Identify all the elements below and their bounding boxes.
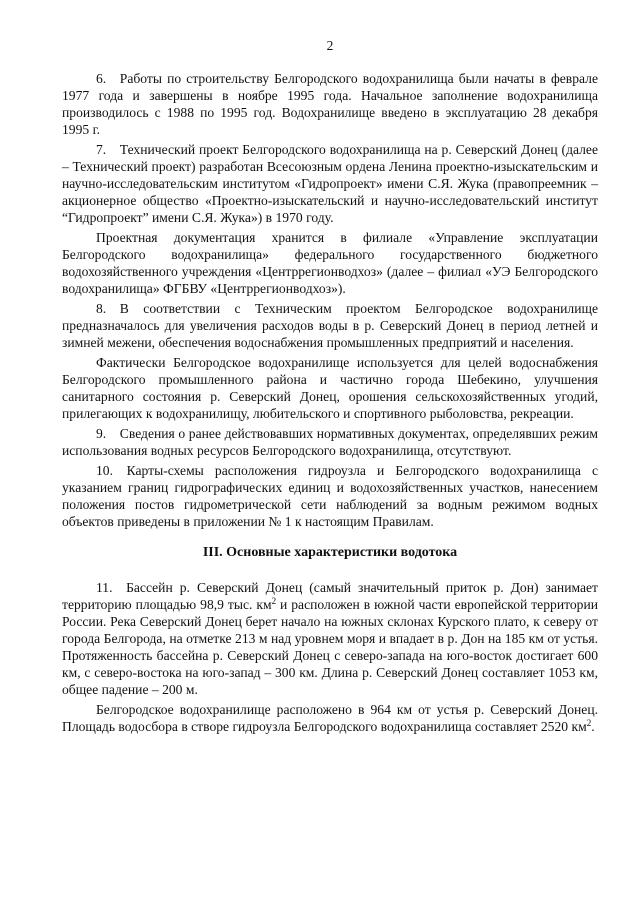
paragraph-11 xyxy=(62,579,598,698)
paragraph-actual-use: Фактически Белгородское водохранилище используется для целей водоснабжения Белгородского промышленного района и частично города Шебекино, улучшения санитарного состояния р. Северский Донец, орошения сельскохозяйственных угодий, прилегающих к водохранилищу, любительского и спортивного рыболовства, рекреации. xyxy=(62,355,598,421)
paragraph-6: 6. Работы по строительству Белгородского водохранилища были начаты в феврале 1977 года и завершены в ноябре 1995 года. Начальное заполнение водохранилища производилось с 1988 по 1995 год. Водохранилище введено в эксплуатацию 28 декабря 1995 г. xyxy=(62,71,598,137)
paragraph-8: 8. В соответствии с Техническим проектом Белгородское водохранилище предназначалось для увеличения расходов воды в р. Северский Донец в период летней и зимней межени, обеспечения водоснабжения промышленных предприятий и населения. xyxy=(62,301,598,350)
section-heading: III. Основные характеристики водотока xyxy=(202,545,458,560)
superscript-2: 2 xyxy=(586,718,592,728)
page-number: 2 xyxy=(326,38,334,53)
paragraph-reservoir-location xyxy=(62,701,598,735)
paragraph-7: 7. Технический проект Белгородского водохранилища на р. Северский Донец (далее – Технический проект) разработан Всесоюзным ордена Ленина проектно-изыскательским и научно-исследовательским институтом «Гидропроект» имени С.Я. Жука (правопреемник – акционерное общество «Проектно-изыскательский и научно-исследовательский институт “Гидропроект” имени С.Я. Жука») в 1970 году. xyxy=(62,142,598,225)
paragraph-11-text-a: 11. Бассейн р. Северский Донец (самый значительный приток р. Дон) занимает территорию площадью 98,9 тыс. км xyxy=(62,580,598,612)
paragraph-9: 9. Сведения о ранее действовавших нормативных документах, определявших режим использования водных ресурсов Белгородского водохранилища, отсутствуют. xyxy=(62,426,598,458)
superscript-2: 2 xyxy=(271,596,277,606)
paragraph-11-text-b: и расположен в южной части европейской территории России. Река Северский Донец берет начало на южных склонах Курского плато, к северу от города Белгорода, на отметке 213 м над уровнем моря и впадает в р. Дон на 185 км от устья. Протяженность бассейна р. Северский Донец с северо-запада на юго-восток достигает 600 км, с северо-востока на юго-запад – 300 км. Длина р. Северский Донец составляет 1053 км, общее падение – 200 м. xyxy=(62,597,598,697)
paragraph-project-documentation: Проектная документация хранится в филиале «Управление эксплуатации Белгородского водохранилища» федерального государственного бюджетного водохозяйственного учреждения «Центррегионводхоз» (далее – филиал «УЭ Белгородского водохранилища» ФГБВУ «Центррегионводхоз»). xyxy=(62,230,598,296)
paragraph-12-text-a: Белгородское водохранилище расположено в 964 км от устья р. Северский Донец. Площадь водосбора в створе гидроузла Белгородского водохранилища составляет 2520 км xyxy=(62,702,598,734)
paragraph-10: 10. Карты-схемы расположения гидроузла и Белгородского водохранилища с указанием границ гидрографических единиц и водохозяйственных участков, нанесением положения постов гидрометрической сети наблюдений за водным режимом водных объектов приведены в приложении № 1 к настоящим Правилам. xyxy=(62,463,598,529)
paragraph-12-text-b: . xyxy=(591,719,595,734)
